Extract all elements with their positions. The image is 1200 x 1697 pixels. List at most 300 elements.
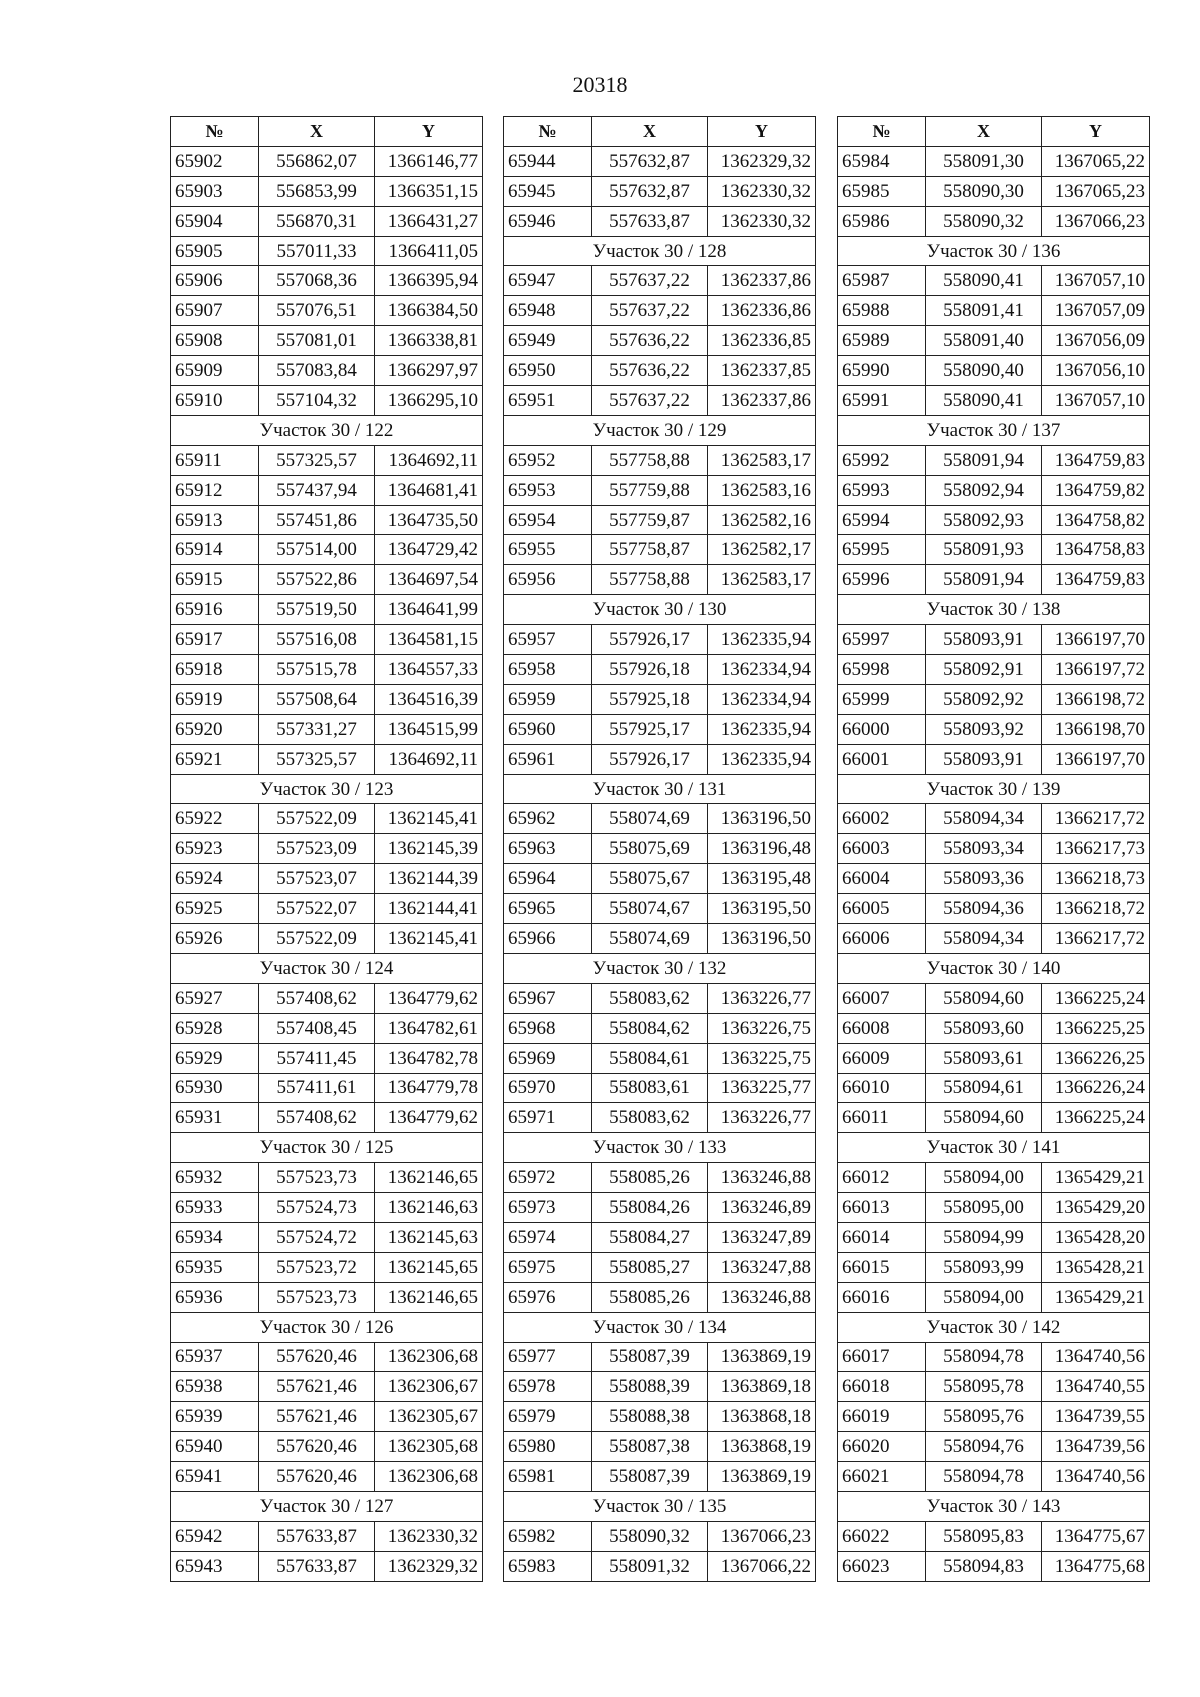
- x-coordinate: 557519,50: [259, 595, 375, 625]
- y-coordinate: 1362334,94: [708, 684, 816, 714]
- y-coordinate: 1364692,11: [375, 744, 483, 774]
- point-number: 66022: [838, 1521, 926, 1551]
- x-coordinate: 558092,91: [926, 655, 1042, 685]
- y-coordinate: 1367065,23: [1042, 176, 1150, 206]
- x-coordinate: 557925,17: [592, 714, 708, 744]
- point-number: 66012: [838, 1163, 926, 1193]
- point-number: 65999: [838, 684, 926, 714]
- x-coordinate: 558091,30: [926, 146, 1042, 176]
- point-number: 65986: [838, 206, 926, 236]
- x-coordinate: 557516,08: [259, 625, 375, 655]
- point-number: 65989: [838, 326, 926, 356]
- y-coordinate: 1366198,70: [1042, 714, 1150, 744]
- y-coordinate: 1363226,77: [708, 983, 816, 1013]
- y-coordinate: 1364779,62: [375, 983, 483, 1013]
- section-title: Участок 30 / 139: [838, 774, 1150, 804]
- x-coordinate: 557621,46: [259, 1372, 375, 1402]
- x-coordinate: 558085,27: [592, 1252, 708, 1282]
- table-row: [838, 1163, 1150, 1193]
- point-number: 65947: [504, 266, 592, 296]
- x-coordinate: 557620,46: [259, 1462, 375, 1492]
- table-row: [504, 1551, 816, 1581]
- x-coordinate: 557759,88: [592, 475, 708, 505]
- point-number: 65911: [171, 445, 259, 475]
- point-number: 65984: [838, 146, 926, 176]
- y-coordinate: 1365429,21: [1042, 1282, 1150, 1312]
- y-coordinate: 1363195,50: [708, 894, 816, 924]
- table-row: [504, 146, 816, 176]
- y-coordinate: 1366225,24: [1042, 983, 1150, 1013]
- table-row: [838, 1073, 1150, 1103]
- y-coordinate: 1362330,32: [708, 206, 816, 236]
- point-number: 66023: [838, 1551, 926, 1581]
- y-coordinate: 1363225,75: [708, 1043, 816, 1073]
- table-row: [838, 296, 1150, 326]
- table-row: [504, 983, 816, 1013]
- y-coordinate: 1366197,70: [1042, 625, 1150, 655]
- table-row: [171, 475, 483, 505]
- y-coordinate: 1366338,81: [375, 326, 483, 356]
- table-row: [838, 655, 1150, 685]
- point-number: 65908: [171, 326, 259, 356]
- table-row: [171, 1402, 483, 1432]
- section-row: [504, 595, 816, 625]
- x-coordinate: 558090,40: [926, 356, 1042, 386]
- point-number: 66016: [838, 1282, 926, 1312]
- y-coordinate: 1364581,15: [375, 625, 483, 655]
- y-coordinate: 1366395,94: [375, 266, 483, 296]
- table-row: [838, 565, 1150, 595]
- section-row: [838, 774, 1150, 804]
- table-row: [504, 1282, 816, 1312]
- point-number: 65939: [171, 1402, 259, 1432]
- x-coordinate: 557637,22: [592, 266, 708, 296]
- header-x: X: [592, 117, 708, 147]
- y-coordinate: 1363869,19: [708, 1462, 816, 1492]
- y-coordinate: 1364740,56: [1042, 1462, 1150, 1492]
- table-row: [504, 1013, 816, 1043]
- y-coordinate: 1364740,55: [1042, 1372, 1150, 1402]
- y-coordinate: 1363225,77: [708, 1073, 816, 1103]
- y-coordinate: 1367057,10: [1042, 266, 1150, 296]
- x-coordinate: 557083,84: [259, 356, 375, 386]
- point-number: 65975: [504, 1252, 592, 1282]
- y-coordinate: 1363195,48: [708, 864, 816, 894]
- x-coordinate: 557632,87: [592, 176, 708, 206]
- table-row: [838, 924, 1150, 954]
- point-number: 66011: [838, 1103, 926, 1133]
- x-coordinate: 558090,32: [592, 1521, 708, 1551]
- point-number: 65924: [171, 864, 259, 894]
- point-number: 65997: [838, 625, 926, 655]
- table-row: [838, 266, 1150, 296]
- point-number: 66021: [838, 1462, 926, 1492]
- table-row: [838, 1043, 1150, 1073]
- x-coordinate: 558074,69: [592, 924, 708, 954]
- point-number: 65962: [504, 804, 592, 834]
- y-coordinate: 1362145,41: [375, 924, 483, 954]
- point-number: 65925: [171, 894, 259, 924]
- section-title: Участок 30 / 135: [504, 1491, 816, 1521]
- table-row: [171, 1342, 483, 1372]
- point-number: 65980: [504, 1432, 592, 1462]
- y-coordinate: 1366146,77: [375, 146, 483, 176]
- point-number: 65946: [504, 206, 592, 236]
- table-row: [171, 1073, 483, 1103]
- table-row: [504, 565, 816, 595]
- point-number: 65982: [504, 1521, 592, 1551]
- point-number: 65941: [171, 1462, 259, 1492]
- x-coordinate: 557451,86: [259, 505, 375, 535]
- y-coordinate: 1363868,18: [708, 1402, 816, 1432]
- section-row: [504, 774, 816, 804]
- table-row: [504, 1402, 816, 1432]
- y-coordinate: 1364739,55: [1042, 1402, 1150, 1432]
- table-row: [838, 804, 1150, 834]
- x-coordinate: 557637,22: [592, 386, 708, 416]
- point-number: 65959: [504, 684, 592, 714]
- section-title: Участок 30 / 133: [504, 1133, 816, 1163]
- point-number: 65964: [504, 864, 592, 894]
- table-row: [838, 535, 1150, 565]
- x-coordinate: 558093,92: [926, 714, 1042, 744]
- y-coordinate: 1363246,89: [708, 1193, 816, 1223]
- table-row: [171, 1551, 483, 1581]
- point-number: 65983: [504, 1551, 592, 1581]
- table-row: [838, 505, 1150, 535]
- table-row: [504, 1342, 816, 1372]
- x-coordinate: 558091,94: [926, 445, 1042, 475]
- y-coordinate: 1362335,94: [708, 744, 816, 774]
- point-number: 65974: [504, 1222, 592, 1252]
- point-number: 65934: [171, 1222, 259, 1252]
- table-row: [838, 744, 1150, 774]
- x-coordinate: 557411,45: [259, 1043, 375, 1073]
- point-number: 65938: [171, 1372, 259, 1402]
- table-row: [171, 445, 483, 475]
- y-coordinate: 1362330,32: [708, 176, 816, 206]
- x-coordinate: 557636,22: [592, 326, 708, 356]
- x-coordinate: 557523,72: [259, 1252, 375, 1282]
- table-row: [838, 1282, 1150, 1312]
- point-number: 65998: [838, 655, 926, 685]
- y-coordinate: 1362583,17: [708, 445, 816, 475]
- y-coordinate: 1364692,11: [375, 445, 483, 475]
- table-row: [171, 266, 483, 296]
- x-coordinate: 558095,78: [926, 1372, 1042, 1402]
- y-coordinate: 1367066,23: [1042, 206, 1150, 236]
- x-coordinate: 557925,18: [592, 684, 708, 714]
- table-row: [171, 1163, 483, 1193]
- point-number: 65976: [504, 1282, 592, 1312]
- x-coordinate: 558094,00: [926, 1282, 1042, 1312]
- point-number: 65956: [504, 565, 592, 595]
- point-number: 65912: [171, 475, 259, 505]
- table-row: [171, 804, 483, 834]
- x-coordinate: 558090,30: [926, 176, 1042, 206]
- point-number: 65944: [504, 146, 592, 176]
- x-coordinate: 557325,57: [259, 744, 375, 774]
- point-number: 65945: [504, 176, 592, 206]
- y-coordinate: 1362145,63: [375, 1222, 483, 1252]
- x-coordinate: 558093,91: [926, 744, 1042, 774]
- y-coordinate: 1366198,72: [1042, 684, 1150, 714]
- x-coordinate: 558085,26: [592, 1282, 708, 1312]
- point-number: 65935: [171, 1252, 259, 1282]
- y-coordinate: 1363868,19: [708, 1432, 816, 1462]
- x-coordinate: 558093,36: [926, 864, 1042, 894]
- x-coordinate: 558092,94: [926, 475, 1042, 505]
- table-row: [171, 744, 483, 774]
- y-coordinate: 1366197,72: [1042, 655, 1150, 685]
- x-coordinate: 558094,60: [926, 983, 1042, 1013]
- y-coordinate: 1362145,39: [375, 834, 483, 864]
- x-coordinate: 558084,62: [592, 1013, 708, 1043]
- table-row: [504, 894, 816, 924]
- section-title: Участок 30 / 125: [171, 1133, 483, 1163]
- x-coordinate: 558091,94: [926, 565, 1042, 595]
- x-coordinate: 557522,07: [259, 894, 375, 924]
- table-row: [171, 655, 483, 685]
- y-coordinate: 1362144,41: [375, 894, 483, 924]
- y-coordinate: 1363196,50: [708, 924, 816, 954]
- y-coordinate: 1366217,73: [1042, 834, 1150, 864]
- y-coordinate: 1365428,20: [1042, 1222, 1150, 1252]
- x-coordinate: 557758,88: [592, 565, 708, 595]
- x-coordinate: 556853,99: [259, 176, 375, 206]
- y-coordinate: 1367057,10: [1042, 386, 1150, 416]
- table-row: [838, 714, 1150, 744]
- table-row: [504, 1372, 816, 1402]
- y-coordinate: 1364782,61: [375, 1013, 483, 1043]
- y-coordinate: 1365429,20: [1042, 1193, 1150, 1223]
- point-number: 65904: [171, 206, 259, 236]
- table-row: [838, 356, 1150, 386]
- x-coordinate: 558084,27: [592, 1222, 708, 1252]
- table-row: [838, 386, 1150, 416]
- y-coordinate: 1367057,09: [1042, 296, 1150, 326]
- table-row: [171, 1103, 483, 1133]
- y-coordinate: 1363226,75: [708, 1013, 816, 1043]
- y-coordinate: 1366295,10: [375, 386, 483, 416]
- table-row: [838, 1432, 1150, 1462]
- y-coordinate: 1365429,21: [1042, 1163, 1150, 1193]
- y-coordinate: 1362337,86: [708, 386, 816, 416]
- x-coordinate: 557633,87: [592, 206, 708, 236]
- y-coordinate: 1363247,88: [708, 1252, 816, 1282]
- header-number: №: [838, 117, 926, 147]
- y-coordinate: 1364758,83: [1042, 535, 1150, 565]
- point-number: 65966: [504, 924, 592, 954]
- x-coordinate: 558095,83: [926, 1521, 1042, 1551]
- point-number: 65919: [171, 684, 259, 714]
- table-row: [171, 714, 483, 744]
- section-title: Участок 30 / 123: [171, 774, 483, 804]
- y-coordinate: 1362306,67: [375, 1372, 483, 1402]
- section-row: [504, 953, 816, 983]
- section-title: Участок 30 / 136: [838, 236, 1150, 266]
- table-row: [171, 684, 483, 714]
- x-coordinate: 558084,61: [592, 1043, 708, 1073]
- point-number: 65932: [171, 1163, 259, 1193]
- point-number: 65993: [838, 475, 926, 505]
- x-coordinate: 558093,60: [926, 1013, 1042, 1043]
- coordinates-table-3: [837, 116, 1150, 1582]
- section-title: Участок 30 / 122: [171, 415, 483, 445]
- y-coordinate: 1364782,78: [375, 1043, 483, 1073]
- y-coordinate: 1362329,32: [708, 146, 816, 176]
- table-row: [171, 1462, 483, 1492]
- x-coordinate: 558093,34: [926, 834, 1042, 864]
- table-row: [838, 1372, 1150, 1402]
- table-row: [838, 1402, 1150, 1432]
- point-number: 65916: [171, 595, 259, 625]
- x-coordinate: 557011,33: [259, 236, 375, 266]
- table-row: [171, 1043, 483, 1073]
- point-number: 65915: [171, 565, 259, 595]
- x-coordinate: 558094,60: [926, 1103, 1042, 1133]
- point-number: 66007: [838, 983, 926, 1013]
- x-coordinate: 558087,38: [592, 1432, 708, 1462]
- table-row: [504, 1432, 816, 1462]
- table-row: [838, 834, 1150, 864]
- y-coordinate: 1362336,85: [708, 326, 816, 356]
- y-coordinate: 1367065,22: [1042, 146, 1150, 176]
- page-number: 20318: [572, 72, 628, 97]
- point-number: 65928: [171, 1013, 259, 1043]
- header-number: №: [504, 117, 592, 147]
- table-row: [504, 864, 816, 894]
- x-coordinate: 557331,27: [259, 714, 375, 744]
- table-row: [171, 1193, 483, 1223]
- section-row: [171, 953, 483, 983]
- table-row: [171, 505, 483, 535]
- x-coordinate: 557524,72: [259, 1222, 375, 1252]
- section-row: [171, 1312, 483, 1342]
- table-row: [504, 744, 816, 774]
- y-coordinate: 1364516,39: [375, 684, 483, 714]
- point-number: 65930: [171, 1073, 259, 1103]
- table-row: [504, 1521, 816, 1551]
- x-coordinate: 557926,17: [592, 625, 708, 655]
- point-number: 66013: [838, 1193, 926, 1223]
- section-title: Участок 30 / 132: [504, 953, 816, 983]
- table-row: [171, 864, 483, 894]
- x-coordinate: 558090,32: [926, 206, 1042, 236]
- point-number: 65987: [838, 266, 926, 296]
- y-coordinate: 1362146,63: [375, 1193, 483, 1223]
- x-coordinate: 557515,78: [259, 655, 375, 685]
- y-coordinate: 1362582,16: [708, 505, 816, 535]
- table-row: [504, 1103, 816, 1133]
- table-row: [838, 445, 1150, 475]
- x-coordinate: 557508,64: [259, 684, 375, 714]
- table-row: [504, 834, 816, 864]
- table-row: [504, 804, 816, 834]
- header-x: X: [926, 117, 1042, 147]
- table-row: [171, 983, 483, 1013]
- x-coordinate: 557759,87: [592, 505, 708, 535]
- table-row: [838, 206, 1150, 236]
- point-number: 65972: [504, 1163, 592, 1193]
- table-row: [504, 684, 816, 714]
- x-coordinate: 558094,83: [926, 1551, 1042, 1581]
- point-number: 65957: [504, 625, 592, 655]
- table-row: [838, 894, 1150, 924]
- table-row: [504, 296, 816, 326]
- y-coordinate: 1363196,48: [708, 834, 816, 864]
- x-coordinate: 557524,73: [259, 1193, 375, 1223]
- section-row: [838, 236, 1150, 266]
- table-row: [171, 386, 483, 416]
- table-row: [504, 266, 816, 296]
- table-row: [171, 236, 483, 266]
- y-coordinate: 1366226,24: [1042, 1073, 1150, 1103]
- point-number: 65988: [838, 296, 926, 326]
- table-row: [504, 1073, 816, 1103]
- x-coordinate: 558092,92: [926, 684, 1042, 714]
- point-number: 65992: [838, 445, 926, 475]
- table-row: [838, 475, 1150, 505]
- point-number: 66004: [838, 864, 926, 894]
- x-coordinate: 558093,99: [926, 1252, 1042, 1282]
- header-x: X: [259, 117, 375, 147]
- section-title: Участок 30 / 130: [504, 595, 816, 625]
- section-row: [838, 1491, 1150, 1521]
- section-row: [171, 1133, 483, 1163]
- table-row: [504, 176, 816, 206]
- table-row: [171, 1252, 483, 1282]
- point-number: 65949: [504, 326, 592, 356]
- table-row: [504, 505, 816, 535]
- point-number: 65927: [171, 983, 259, 1013]
- section-row: [504, 1133, 816, 1163]
- x-coordinate: 558091,93: [926, 535, 1042, 565]
- y-coordinate: 1364697,54: [375, 565, 483, 595]
- table-row: [504, 1193, 816, 1223]
- x-coordinate: 558091,41: [926, 296, 1042, 326]
- section-title: Участок 30 / 126: [171, 1312, 483, 1342]
- section-row: [504, 1312, 816, 1342]
- x-coordinate: 557632,87: [592, 146, 708, 176]
- table-row: [838, 1551, 1150, 1581]
- point-number: 65903: [171, 176, 259, 206]
- x-coordinate: 558090,41: [926, 266, 1042, 296]
- y-coordinate: 1362330,32: [375, 1521, 483, 1551]
- x-coordinate: 558094,61: [926, 1073, 1042, 1103]
- table-row: [838, 1193, 1150, 1223]
- table-row: [838, 176, 1150, 206]
- y-coordinate: 1364759,83: [1042, 445, 1150, 475]
- table-row: [504, 356, 816, 386]
- table-row: [171, 1222, 483, 1252]
- x-coordinate: 558087,39: [592, 1342, 708, 1372]
- section-row: [838, 595, 1150, 625]
- y-coordinate: 1362146,65: [375, 1282, 483, 1312]
- y-coordinate: 1364775,68: [1042, 1551, 1150, 1581]
- y-coordinate: 1362337,86: [708, 266, 816, 296]
- coordinates-table-2: [503, 116, 816, 1582]
- table-row: [171, 1013, 483, 1043]
- header-y: Y: [708, 117, 816, 147]
- y-coordinate: 1362336,86: [708, 296, 816, 326]
- x-coordinate: 557620,46: [259, 1342, 375, 1372]
- table-row: [171, 1282, 483, 1312]
- point-number: 65905: [171, 236, 259, 266]
- y-coordinate: 1363246,88: [708, 1163, 816, 1193]
- point-number: 65943: [171, 1551, 259, 1581]
- point-number: 66020: [838, 1432, 926, 1462]
